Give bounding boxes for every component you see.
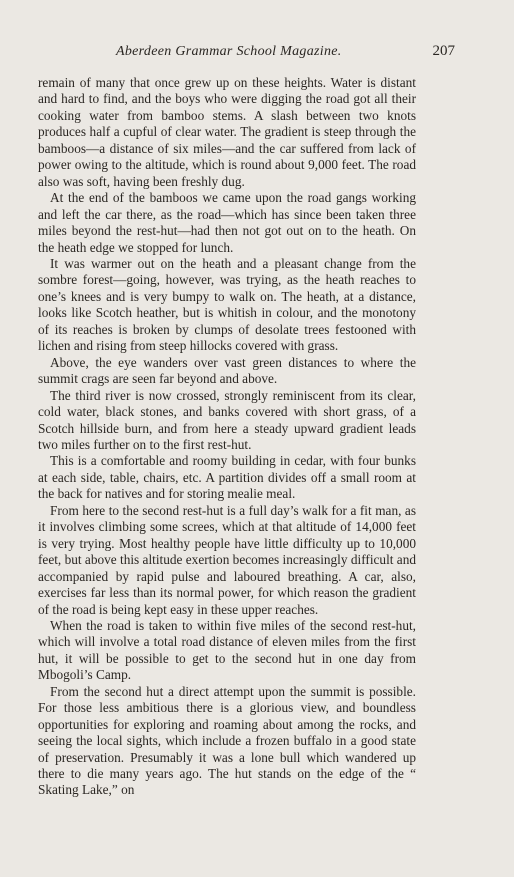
paragraph: From the second hut a direct attempt upon the summit is possible. For those less ambitious there is a glorious view, and boundless opportunities for exploring and roaming about among the rocks, and seeing the local sights, which include a frozen buffalo in a good state of preservation. Presumably it was a lone bull which wandered up there to die many years ago. The hut stands on the edge of the “ Skating Lake,” on xyxy=(38,683,416,798)
paragraph: At the end of the bamboos we came upon the road gangs working and left the car there, as the road—which has since been taken three miles beyond the rest-hut—had then not got out on to the heath. On the heath edge we stopped for lunch. xyxy=(38,190,416,255)
paragraph: The third river is now crossed, strongly reminiscent from its clear, cold water, black stones, and banks covered with short grass, of a Scotch hillside burn, and from here a steady upward gradient leads two miles further on to the first rest-hut. xyxy=(38,387,416,452)
page-header xyxy=(38,44,478,64)
paragraph: It was warmer out on the heath and a pleasant change from the sombre forest—going, however, was trying, as the heath reaches to one’s knees and is very bumpy to walk on. The heath, at a distance, looks like Scotch heather, but is whitish in colour, and the monotony of its reaches is broken by clumps of desolate trees festooned with lichen and rising from steep hillocks covered with grass. xyxy=(38,255,416,354)
running-title: Aberdeen Grammar School Magazine. xyxy=(116,44,342,59)
paragraph: Above, the eye wanders over vast green distances to where the summit crags are seen far beyond and above. xyxy=(38,354,416,387)
paragraph: When the road is taken to within five miles of the second rest-hut, which will involve a total road distance of eleven miles from the first hut, it will be possible to get to the second hut in one day from Mbogoli’s Camp. xyxy=(38,617,416,683)
page-number: 207 xyxy=(432,43,455,59)
paragraph: remain of many that once grew up on these heights. Water is distant and hard to find, and the boys who were digging the road got all their cooking water from bamboo stems. A slash between two knots produces half a cupful of clear water. The gradient is steep through the bamboos—a distance of six miles—and the car suffered from lack of power owing to the altitude, which is round about 9,000 feet. The road also was soft, having been freshly dug. xyxy=(38,75,416,189)
paragraph: This is a comfortable and roomy building in cedar, with four bunks at each side, table, chairs, etc. A partition divides off a small room at the back for natives and for storing mealie meal. xyxy=(38,453,416,502)
paragraph: From here to the second rest-hut is a full day’s walk for a fit man, as it involves climbing some screes, which at that altitude of 14,000 feet is very trying. Most healthy people have little difficulty up to 10,000 feet, but above this altitude exertion becomes increasingly difficult and accompanied by rapid pulse and laboured breathing. A car, also, exercises far less than its normal power, for which reason the gradient of the road is being kept easy in these upper reaches. xyxy=(38,502,416,617)
article-body xyxy=(38,75,416,799)
